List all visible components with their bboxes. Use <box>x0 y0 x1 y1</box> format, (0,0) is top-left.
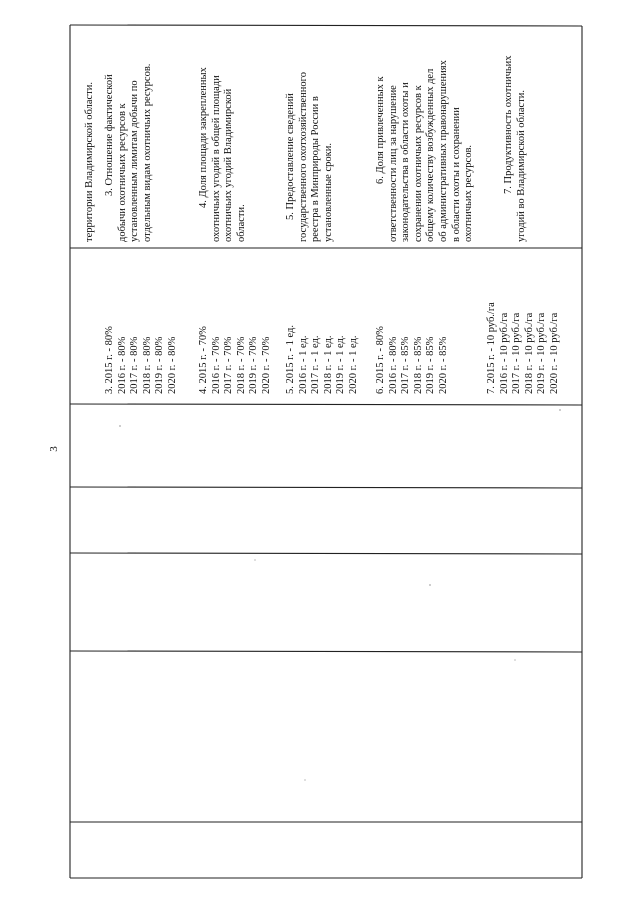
target-line: 3. 2015 г. - 80% <box>104 326 115 394</box>
table-row-divider-5 <box>70 651 582 652</box>
indicator-line: ответственности лиц за нарушение <box>387 85 399 242</box>
indicator-line: 7. Продуктивность охотничьих <box>503 55 514 194</box>
target-line: 2019 г. - 10 руб./га <box>536 312 548 394</box>
indicator-line: государственного охотхозяйственного <box>297 72 309 242</box>
target-line: 2019 г. - 80% <box>154 336 166 394</box>
indicator-line: 6. Доля привлеченных к <box>375 76 386 184</box>
target-line: 2018 г. - 10 руб./га <box>523 312 535 394</box>
indicator-line: области. <box>235 204 247 242</box>
indicator-line: в области охоты и сохранении <box>450 107 462 242</box>
indicator-line: охотничьих угодий Владимирской <box>223 88 235 242</box>
page-number: 3 <box>48 446 60 452</box>
indicator-5-text <box>285 72 335 242</box>
target-line: 5. 2015 г. - 1 ед. <box>285 325 296 394</box>
target-values-3 <box>104 326 180 400</box>
indicator-line: угодий во Владимирской области. <box>515 89 527 242</box>
indicator-line: об административных правонарушениях <box>437 60 449 242</box>
target-line: 2019 г. - 85% <box>425 336 437 394</box>
target-line: 2020 г. - 1 ед. <box>347 335 359 394</box>
indicator-line: 5. Предоставление сведений <box>285 93 296 220</box>
target-line: 2019 г. - 1 ед. <box>335 335 347 394</box>
table-border-top <box>70 25 582 26</box>
target-line: 4. 2015 г. - 70% <box>198 326 209 394</box>
target-values-6 <box>375 326 451 400</box>
target-values-5 <box>285 325 361 400</box>
scan-specks <box>119 409 560 780</box>
target-line: 2016 г. - 1 ед. <box>297 335 309 394</box>
indicator-text-continuation <box>84 82 97 242</box>
indicator-line: общему количеству возбужденных дел <box>425 68 437 242</box>
table-row-divider-4 <box>70 553 582 554</box>
indicator-line: отдельным видам охотничьих ресурсов. <box>141 63 153 242</box>
target-line: 2017 г. - 10 руб./га <box>511 312 523 394</box>
target-line: 2020 г. - 85% <box>437 336 449 394</box>
target-line: 2018 г. - 80% <box>141 336 153 394</box>
target-line: 2016 г. - 80% <box>387 336 399 394</box>
target-line: 2020 г. - 10 руб./га <box>548 312 560 394</box>
indicator-line: сохранении охотничьих ресурсов к <box>412 85 424 242</box>
indicator-line: охотничьих ресурсов. <box>463 144 475 242</box>
target-values-4 <box>198 326 274 400</box>
indicator-line: 4. Доля площади закрепленных <box>198 67 209 208</box>
table-row-divider-2 <box>70 404 582 405</box>
target-line: 2017 г. - 85% <box>400 336 412 394</box>
table-row-divider-3 <box>70 487 582 488</box>
target-line: 6. 2015 г. - 80% <box>375 326 386 394</box>
indicator-3-text <box>104 64 154 242</box>
target-line: 7. 2015 г. - 10 руб./га <box>486 302 497 394</box>
target-line: 2018 г. - 70% <box>235 336 247 394</box>
indicator-6-text <box>375 60 476 242</box>
target-line: 2016 г. - 70% <box>210 336 222 394</box>
target-line: 2018 г. - 1 ед. <box>322 335 334 394</box>
target-line: 2020 г. - 80% <box>166 336 178 394</box>
target-line: 2017 г. - 70% <box>223 336 235 394</box>
target-line: 2016 г. - 10 руб./га <box>498 312 510 394</box>
target-line: 2017 г. - 1 ед. <box>310 335 322 394</box>
indicator-line: установленные сроки. <box>322 143 334 242</box>
target-values-7 <box>486 302 562 400</box>
indicator-line: 3. Отношение фактической <box>104 74 115 196</box>
indicator-line: законодательства в области охоты и <box>400 82 412 242</box>
target-line: 2016 г. - 80% <box>116 336 128 394</box>
indicator-line: установленным лимитам добычи по <box>129 80 141 242</box>
target-line: 2020 г. - 70% <box>260 336 272 394</box>
indicator-line: охотничьих угодий в общей площади <box>210 75 222 242</box>
indicator-7-text <box>503 55 528 242</box>
indicator-line: добычи охотничьих ресурсов к <box>116 103 128 242</box>
indicator-line: реестра в Минприроды России в <box>310 96 322 242</box>
target-line: 2017 г. - 80% <box>129 336 141 394</box>
indicator-line: территории Владимирской области. <box>84 81 95 242</box>
indicator-4-text <box>198 67 248 242</box>
target-line: 2019 г. - 70% <box>248 336 260 394</box>
target-line: 2018 г. - 85% <box>412 336 424 394</box>
